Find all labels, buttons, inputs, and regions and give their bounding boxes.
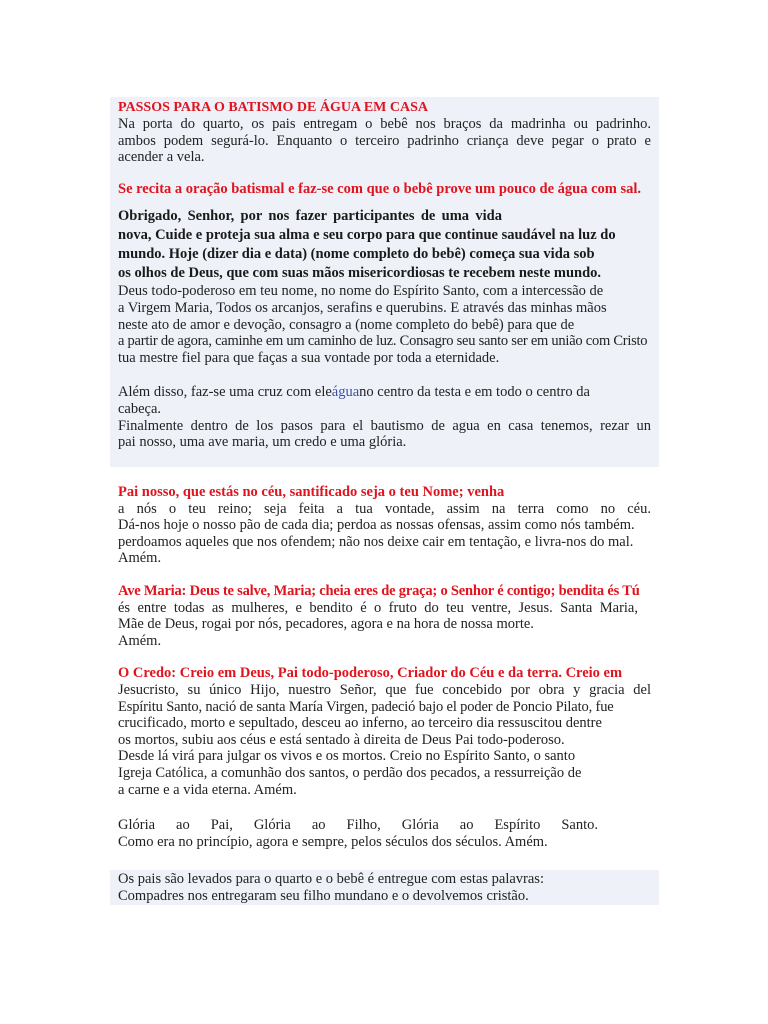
ave-maria-heading: Ave Maria: Deus te salve, Maria; cheia eres de graça; o Senhor é contigo; bendita és Tú	[118, 582, 640, 599]
prayer-line: a Virgem Maria, Todos os arcanjos, serafins e querubins. E através das minhas mãos	[118, 299, 607, 316]
credo-line: crucificado, morto e sepultado, desceu ao inferno, ao terceiro dia ressuscitou dentre	[118, 715, 602, 732]
credo-line: Jesucristo, su único Hijo, nuestro Señor, que fue concebido por obra y gracia del	[118, 681, 651, 698]
prayer-bold-line: nova, Cuide e proteja sua alma e seu corpo para que continue saudável na luz do	[118, 227, 616, 244]
pai-nosso-line: perdoamos aqueles que nos ofendem; não nos deixe cair em tentação, e livra-nos do mal.	[118, 533, 634, 550]
credo-line: Igreja Católica, a comunhão dos santos, o perdão dos pecados, a ressurreição de	[118, 764, 582, 781]
pai-nosso-heading: Pai nosso, que estás no céu, santificado seja o teu Nome; venha	[118, 484, 505, 500]
pai-nosso-line: Dá-nos hoje o nosso pão de cada dia; perdoa as nossas ofensas, assim como nós também.	[118, 517, 635, 534]
credo-line: Espíritu Santo, nació de santa María Virgen, padeció bajo el poder de Poncio Pilato, fue	[118, 698, 614, 715]
prayer-line: a partir de agora, caminhe em um caminho de luz. Consagro seu santo ser em união com Cristo	[118, 333, 648, 350]
ave-maria-line: Amém.	[118, 632, 162, 649]
prayers-section	[110, 484, 659, 850]
closing-section	[110, 870, 659, 905]
cross-line: cabeça.	[118, 400, 162, 417]
intro-line: Na porta do quarto, os pais entregam o bebê nos braços da madrinha ou padrinho.	[118, 116, 651, 132]
prayer-line: tua mestre fiel para que faças a sua vontade por toda a eternidade.	[118, 349, 500, 366]
prayer-bold-line: mundo. Hoje (dizer dia e data) (nome completo do bebê) começa sua vida sob	[118, 246, 595, 263]
instruction-line: Se recita a oração batismal e faz-se com que o bebê prove um pouco de água com sal.	[118, 180, 642, 197]
finally-line: Finalmente dentro de los pasos para el bautismo de agua en casa tenemos, rezar un	[118, 417, 651, 434]
prayer-line: neste ato de amor e devoção, consagro a (nome completo do bebê) para que de	[118, 316, 575, 333]
prayer-bold-line: os olhos de Deus, que com suas mãos misericordiosas te recebem neste mundo.	[118, 265, 602, 282]
cross-text-after: no centro da testa e em todo o centro da	[359, 384, 590, 401]
credo-heading: O Credo: Creio em Deus, Pai todo-poderoso, Criador do Céu e da terra. Creio em	[118, 665, 623, 682]
pai-nosso-line: Amém.	[118, 550, 162, 567]
prayer-line: Deus todo-poderoso em teu nome, no nome do Espírito Santo, com a intercessão de	[118, 283, 604, 300]
closing-line: Compadres nos entregaram seu filho mundano e o devolvemos cristão.	[118, 887, 529, 904]
gloria-line: Glória ao Pai, Glória ao Filho, Glória ao Espírito Santo.	[118, 817, 598, 834]
intro-line: ambos podem segurá-lo. Enquanto o terceiro padrinho criança deve pegar o prato e	[118, 132, 651, 149]
ave-maria-line: és entre todas as mulheres, e bendito é o fruto do teu ventre, Jesus. Santa Maria,	[118, 599, 638, 616]
baptism-steps-section	[110, 97, 659, 467]
credo-line: Desde lá virá para julgar os vivos e os mortos. Creio no Espírito Santo, o santo	[118, 748, 576, 765]
agua-link[interactable]: água	[331, 384, 360, 401]
credo-line: a carne e a vida eterna. Amém.	[118, 781, 297, 798]
ave-maria-line: Mãe de Deus, rogai por nós, pecadores, agora e na hora de nossa morte.	[118, 616, 534, 633]
credo-line: os mortos, subiu aos céus e está sentado à direita de Deus Pai todo-poderoso.	[118, 731, 565, 748]
intro-line: acender a vela.	[118, 149, 205, 166]
gloria-line: Como era no princípio, agora e sempre, pelos séculos dos séculos. Amém.	[118, 833, 548, 850]
cross-text-before: Além disso, faz-se uma cruz com ele	[118, 384, 332, 401]
doc-title: PASSOS PARA O BATISMO DE ÁGUA EM CASA	[118, 100, 428, 115]
prayer-bold-line: Obrigado, Senhor, por nos fazer participantes de uma vida	[118, 208, 502, 225]
closing-line: Os pais são levados para o quarto e o bebê é entregue com estas palavras:	[118, 871, 544, 887]
pai-nosso-line: a nós o teu reino; seja feita a tua vontade, assim na terra como no céu.	[118, 500, 651, 517]
cross-line	[118, 384, 651, 401]
finally-line: pai nosso, uma ave maria, um credo e uma glória.	[118, 434, 407, 451]
